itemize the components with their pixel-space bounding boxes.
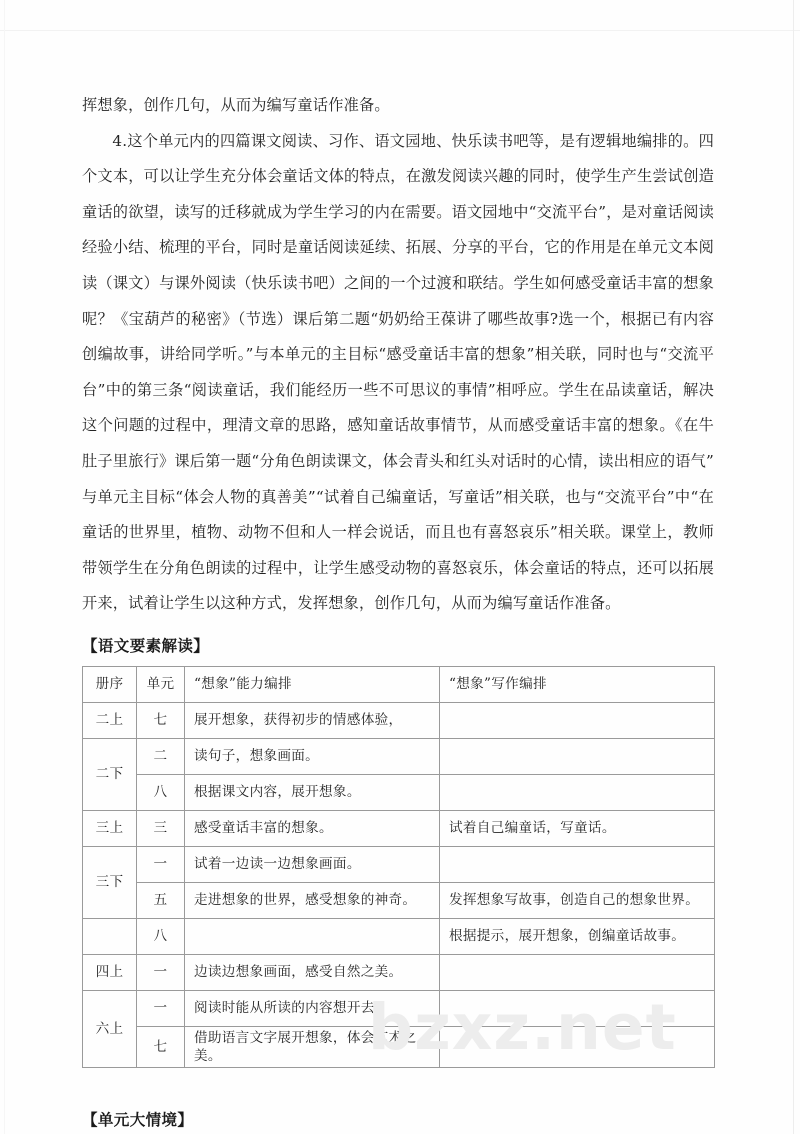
table-header-row [83, 666, 715, 702]
cell-imagination-writing [440, 702, 715, 738]
site-watermark: bzxz.net [368, 991, 677, 1064]
cell-imagination-writing: 根据提示，展开想象，创编童话故事。 [440, 918, 715, 954]
heading-unit-big-context: 【单元大情境】 [82, 1111, 194, 1130]
cell-unit: 五 [137, 882, 185, 918]
page-edge-left [4, 0, 5, 1134]
paragraph-item-4: 4.这个单元内的四篇课文阅读、习作、语文园地、快乐读书吧等，是有逻辑地编排的。四个文本，可以让学生充分体会童话文体的特点，在激发阅读兴趣的同时，使学生产生尝试创造童话的欲望，读写的迁移就成为学生学习的内在需要。语文园地中“交流平台”，是对童话阅读经验小结、梳理的平台，同时是童话阅读延续、拓展、分享的平台，它的作用是在单元文本阅读（课文）与课外阅读（快乐读书吧）之间的一个过渡和联结。学生如何感受童话丰富的想象呢？《宝葫芦的秘密》（节选）课后第二题“奶奶给王葆讲了哪些故事?选一个，根据已有内容创编故事，讲给同学听。”与本单元的主目标“感受童话丰富的想象”相关联，同时也与“交流平台”中的第三条“阅读童话，我们能经历一些不可思议的事情”相呼应。学生在品读童话，解决这个问题的过程中，理清文章的思路，感知童话故事情节，从而感受童话丰富的想象。《在牛肚子里旅行》课后第一题“分角色朗读课文，体会青头和红头对话时的心情，读出相应的语气”与单元主目标“体会人物的真善美”“试着自己编童话，写童话”相关联，也与“交流平台”中“在童话的世界里，植物、动物不但和人一样会说话，而且也有喜怒哀乐”相关联。课堂上，教师带领学生在分角色朗读的过程中，让学生感受动物的喜怒哀乐，体会童话的特点，还可以拓展开来，试着让学生以这种方式，发挥想象，创作几句，从而为编写童话作准备。 [82, 131, 714, 613]
cell-imagination-writing [440, 954, 715, 990]
table-row [83, 882, 715, 918]
heading-language-elements: 【语文要素解读】 [82, 636, 210, 655]
cell-unit: 二 [137, 738, 185, 774]
cell-unit: 一 [137, 846, 185, 882]
cell-unit: 一 [137, 990, 185, 1026]
cell-book-order: 二上 [83, 702, 137, 738]
cell-imagination-ability: 阅读时能从所读的内容想开去。 [185, 990, 440, 1026]
cell-imagination-ability: 展开想象，获得初步的情感体验， [185, 702, 440, 738]
table-row [83, 954, 715, 990]
cell-imagination-ability: 试着一边读一边想象画面。 [185, 846, 440, 882]
cell-imagination-ability: 走进想象的世界，感受想象的神奇。 [185, 882, 440, 918]
cell-unit: 八 [137, 774, 185, 810]
cell-book-order: 三上 [83, 810, 137, 846]
page-edge-top [0, 30, 800, 31]
cell-imagination-ability [185, 918, 440, 954]
cell-imagination-writing [440, 738, 715, 774]
page-edge-right [793, 0, 794, 1134]
table-row [83, 702, 715, 738]
cell-imagination-ability: 根据课文内容，展开想象。 [185, 774, 440, 810]
header-imagination-writing: “想象”写作编排 [440, 666, 715, 702]
cell-imagination-writing: 发挥想象写故事，创造自己的想象世界。 [440, 882, 715, 918]
table-row [83, 738, 715, 774]
table-row [83, 810, 715, 846]
cell-book-order: 三下 [83, 846, 137, 918]
cell-imagination-ability: 借助语言文字展开想象，体会艺术之美。 [185, 1026, 440, 1068]
table-row [83, 918, 715, 954]
cell-imagination-writing [440, 774, 715, 810]
header-unit: 单元 [137, 666, 185, 702]
cell-book-order: 六上 [83, 990, 137, 1068]
cell-imagination-ability: 边读边想象画面，感受自然之美。 [185, 954, 440, 990]
table-row [83, 774, 715, 810]
cell-unit: 八 [137, 918, 185, 954]
header-imagination-ability: “想象”能力编排 [185, 666, 440, 702]
cell-unit: 七 [137, 702, 185, 738]
cell-unit: 七 [137, 1026, 185, 1068]
header-book-order: 册序 [83, 666, 137, 702]
cell-imagination-writing [440, 846, 715, 882]
paragraph-continuation: 挥想象，创作几句，从而为编写童话作准备。 [82, 96, 390, 114]
cell-book-order: 二下 [83, 738, 137, 810]
table-row [83, 846, 715, 882]
cell-book-order [83, 918, 137, 954]
cell-unit: 一 [137, 954, 185, 990]
cell-imagination-ability: 感受童话丰富的想象。 [185, 810, 440, 846]
cell-imagination-ability: 读句子，想象画面。 [185, 738, 440, 774]
cell-unit: 三 [137, 810, 185, 846]
cell-imagination-writing: 试着自己编童话，写童话。 [440, 810, 715, 846]
cell-book-order: 四上 [83, 954, 137, 990]
document-content [82, 88, 714, 1134]
